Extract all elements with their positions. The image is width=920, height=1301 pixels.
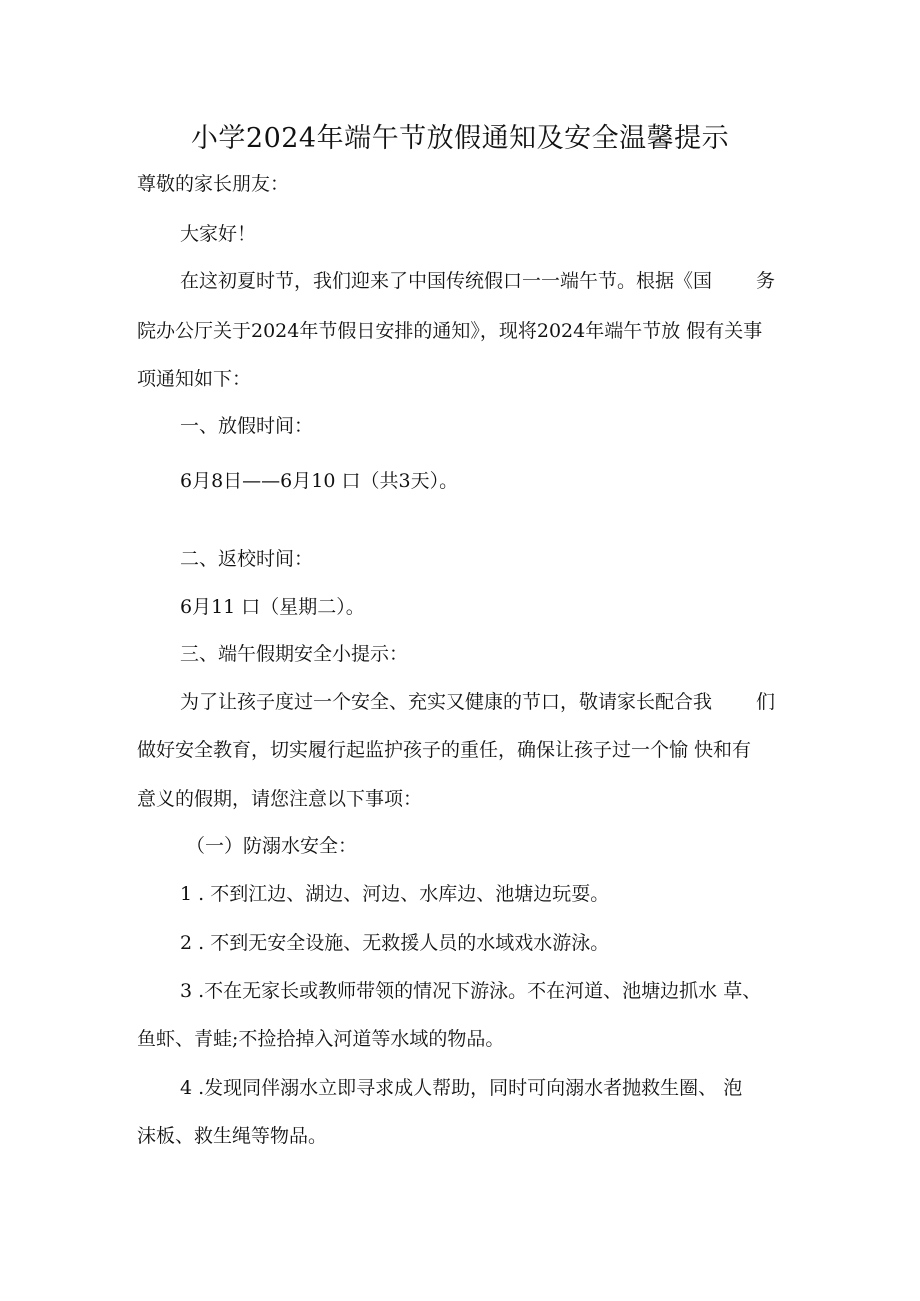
list-item: 1 . 不到江边、湖边、河边、水库边、池塘边玩耍。 — [180, 883, 610, 905]
greeting: 大家好！ — [180, 223, 257, 245]
section3-para-line-3: 意义的假期，请您注意以下事项： — [137, 788, 423, 810]
section3-para-line-1 — [180, 690, 775, 714]
intro-line-2: 院办公厅关于2024年节假日安排的通知》，现将2024年端午节放 假有关事 — [137, 320, 763, 342]
list-item-continuation: 沫板、救生绳等物品。 — [137, 1125, 328, 1147]
section3-para-line-2: 做好安全教育，切实履行起监护孩子的重任，确保让孩子过一个愉 快和有 — [137, 739, 752, 761]
salutation: 尊敬的家长朋友： — [137, 173, 290, 195]
intro-line-1-text: 在这初夏时节，我们迎来了中国传统假口一一端午节。根据《国 — [180, 270, 713, 292]
intro-line-1-end: 务 — [756, 270, 776, 292]
section3-heading: 三、端午假期安全小提示： — [180, 643, 409, 665]
document-title: 小学2024年端午节放假通知及安全温馨提示 — [190, 123, 730, 154]
list-item: 4 .发现同伴溺水立即寻求成人帮助，同时可向溺水者抛救生圈、 泡 — [180, 1077, 743, 1099]
intro-line-1 — [180, 269, 775, 293]
intro-line-3: 项通知如下： — [137, 368, 252, 390]
section1-heading: 一、放假时间： — [180, 415, 314, 437]
section1-content: 6月8日——6月10 口（共3天）。 — [180, 470, 459, 492]
section2-content: 6月11 口（星期二）。 — [180, 596, 365, 618]
section3-para-line-1-text: 为了让孩子度过一个安全、充实又健康的节口，敬请家长配合我 — [180, 691, 713, 713]
list-item: 2 . 不到无安全设施、无救援人员的水域戏水游泳。 — [180, 932, 610, 954]
section2-heading: 二、返校时间： — [180, 548, 314, 570]
list-item-continuation: 鱼虾、青蛙;不捡拾掉入河道等水域的物品。 — [137, 1028, 505, 1050]
section3-para-line-1-end: 们 — [756, 691, 776, 713]
list-item: 3 .不在无家长或教师带领的情况下游泳。不在河道、池塘边抓水 草、 — [180, 980, 762, 1002]
subheading-drowning: （一）防溺水安全： — [186, 835, 358, 857]
